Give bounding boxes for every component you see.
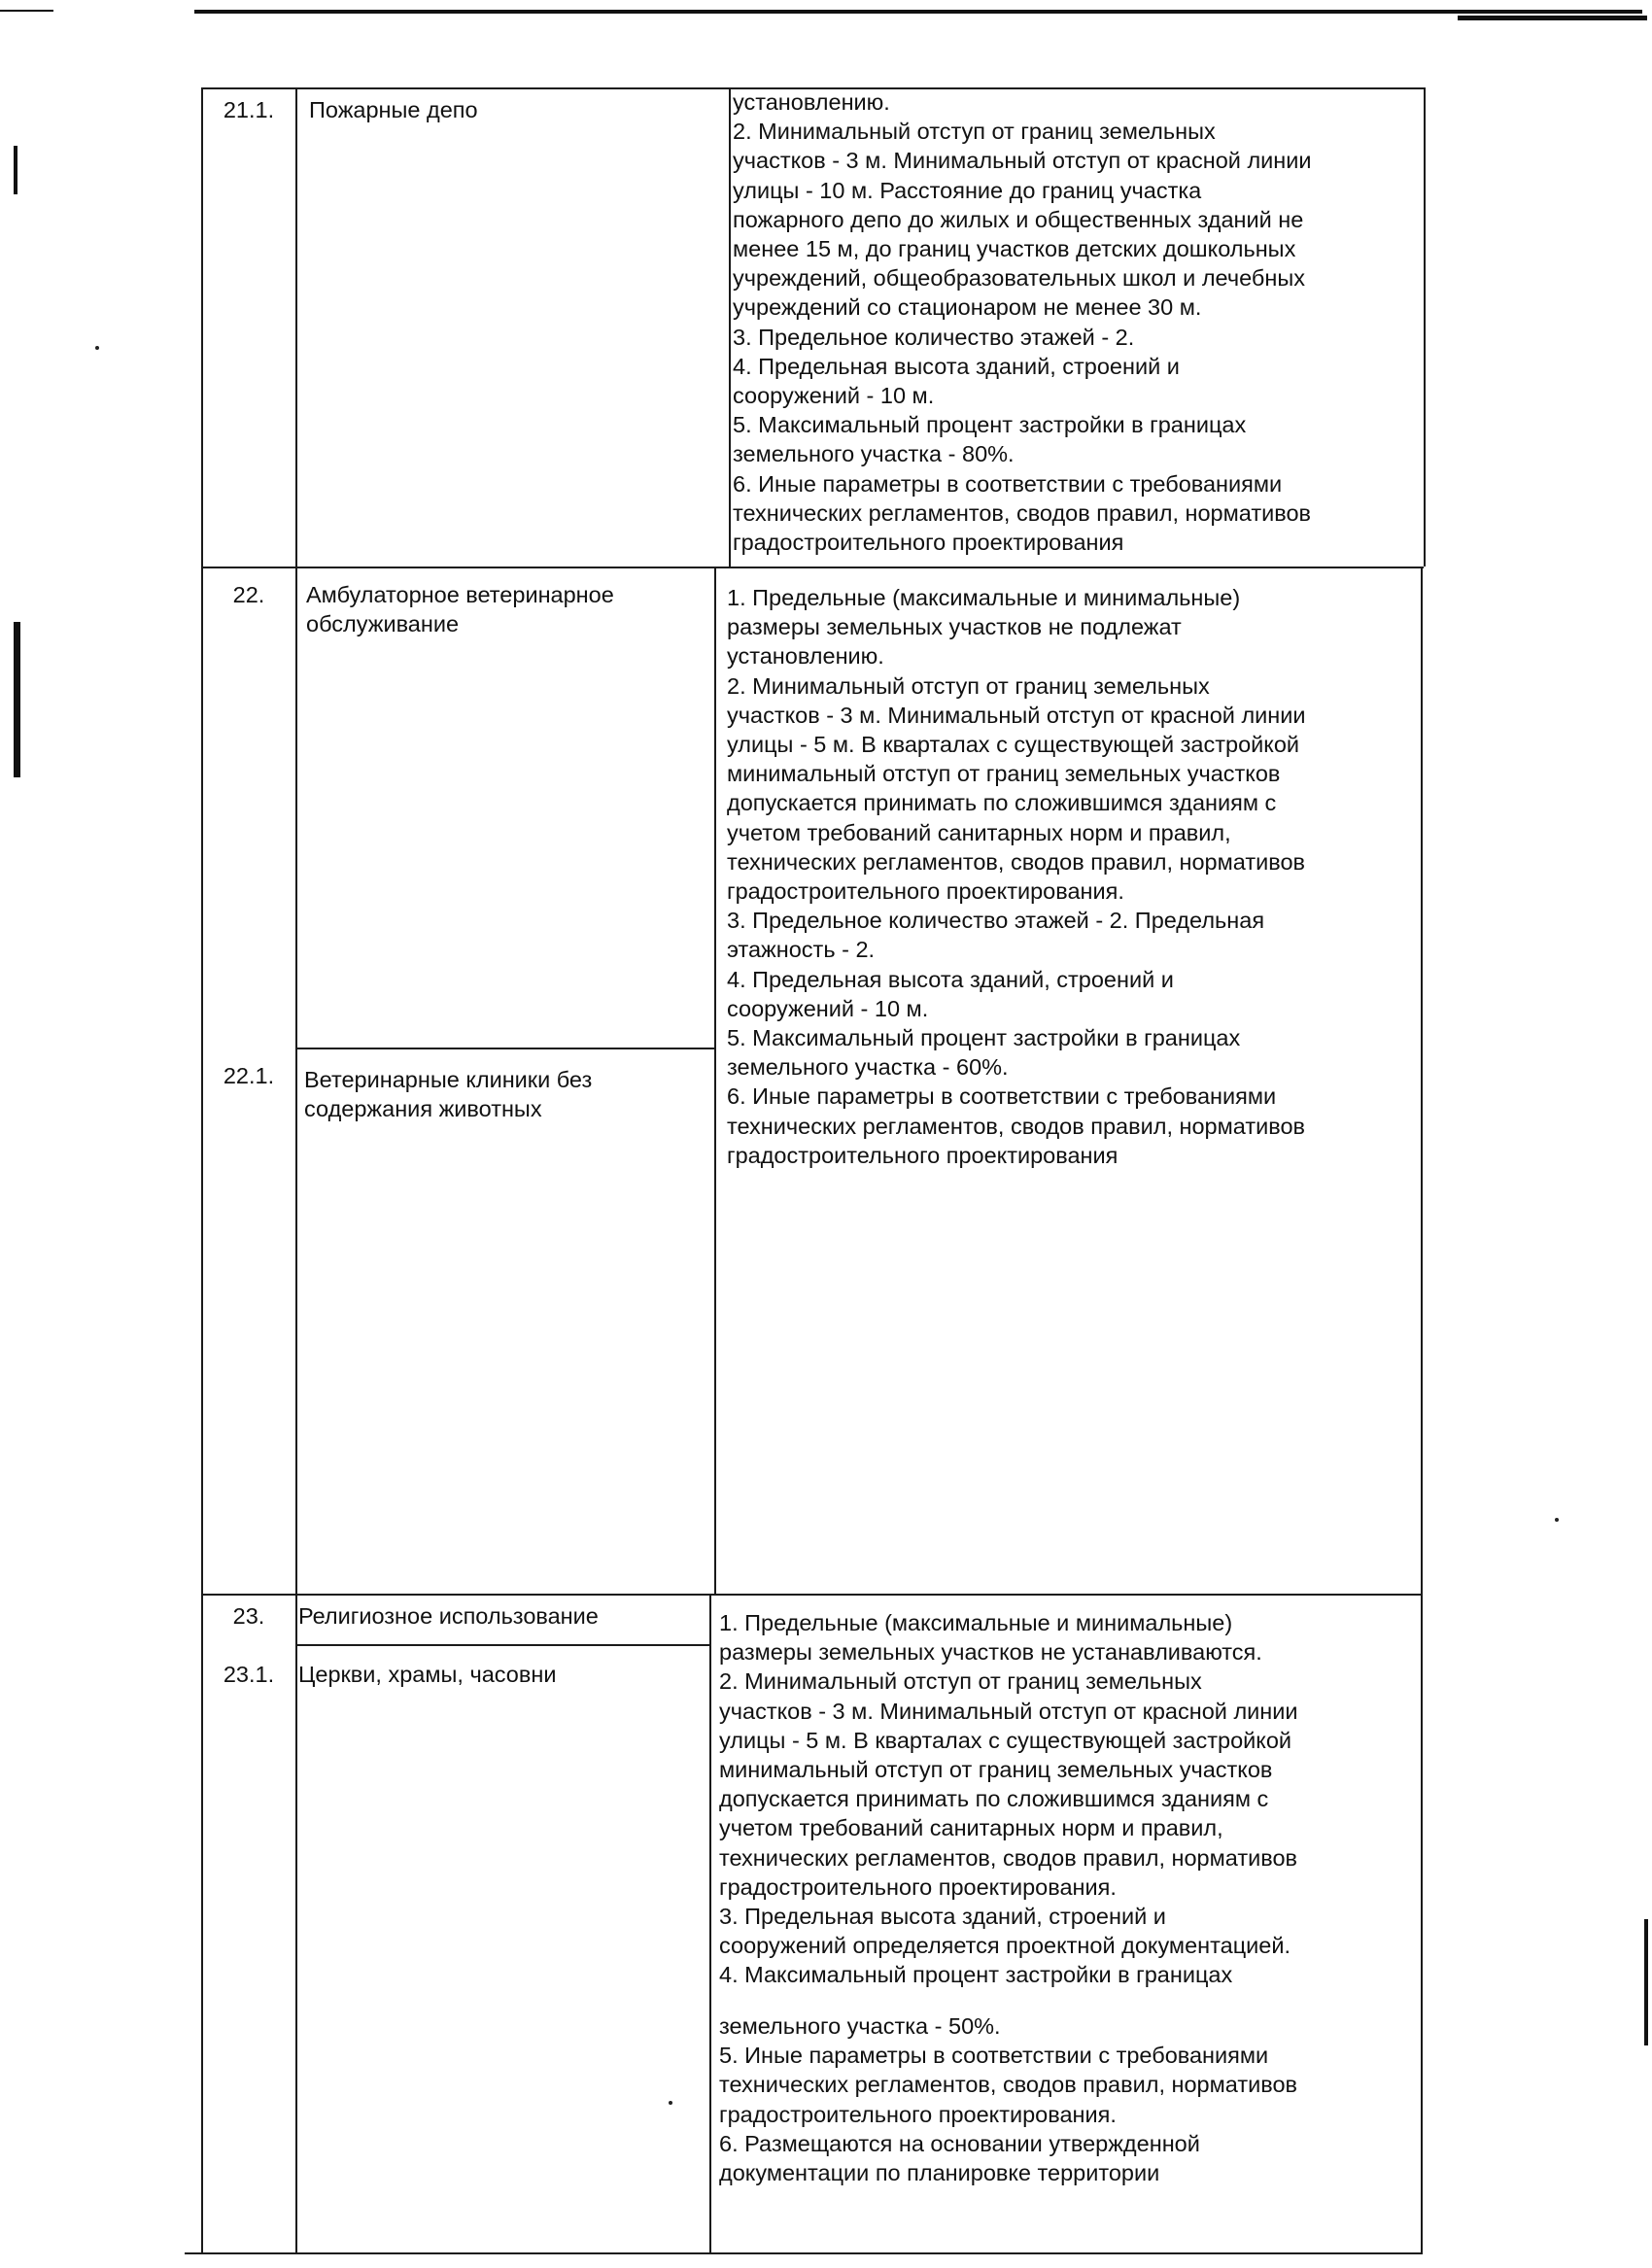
table-row-divider xyxy=(296,1644,711,1646)
row-parameters-continued: земельного участка - 50%. 5. Иные параметры в соответствии с требованиями технических регламентов, сводов правил, нормативов градостроительного проектирования. 6. Размещаются на основании утвержденной документации по планировке территории xyxy=(719,2013,1298,2186)
row-name: Религиозное использование xyxy=(298,1603,599,1629)
row-number: 23.1. xyxy=(223,1662,275,1687)
scan-speck xyxy=(669,2101,672,2105)
row-parameters: установлению. 2. Минимальный отступ от границ земельных участков - 3 м. Минимальный отступ от красной линии улицы - 10 м. Расстояние до границ участка пожарного депо до жилых и общественных зданий не менее 15 м, до границ участков детских дошкольных учреждений, общеобразовательных школ и лечебных учреждений со стационаром не менее 30 м. 3. Предельное количество этажей - 2. 4. Предельная высота зданий, строений и сооружений - 10 м. 5. Максимальный процент застройки в границах земельного участка - 80%. 6. Иные параметры в соответствии с требованиями технических регламентов, сводов правил, нормативов градостроительного проектирования xyxy=(733,89,1312,556)
row-name: Церкви, храмы, часовни xyxy=(298,1662,557,1687)
scan-top-rule xyxy=(194,10,1642,14)
row-parameters: 1. Предельные (максимальные и минимальные) размеры земельных участков не подлежат установлению. 2. Минимальный отступ от границ земельных участков - 3 м. Минимальный отступ от красной линии улицы - 5 м. В кварталах с существующей застройкой минимальный отступ от границ земельных участков допускается принимать по сложившимся зданиям с учетом требований санитарных норм и правил, технических регламентов, сводов правил, нормативов градостроительного проектирования. 3. Предельное количество этажей - 2. Предельная этажность - 2. 4. Предельная высота зданий, строений и сооружений - 10 м. 5. Максимальный процент застройки в границах земельного участка - 60%. 6. Иные параметры в соответствии с требованиями технических регламентов, сводов правил, нормативов градостроительного проектирования xyxy=(727,585,1306,1168)
table-left-border xyxy=(201,87,203,2252)
table-col-divider-1 xyxy=(295,87,297,2252)
table-col-divider-2 xyxy=(709,1594,711,2252)
scan-edge-mark xyxy=(1644,1919,1648,2045)
row-number: 23. xyxy=(232,1603,265,1629)
row-number: 21.1. xyxy=(223,97,275,122)
scan-speck xyxy=(1555,1518,1559,1522)
row-number: 22. xyxy=(232,582,265,607)
table-row-divider xyxy=(296,1048,716,1049)
scan-edge-mark xyxy=(14,622,20,777)
row-number: 22.1. xyxy=(223,1063,275,1088)
scan-left-rule xyxy=(0,10,53,12)
table-row-divider xyxy=(201,1594,1423,1596)
table-col-divider-2 xyxy=(729,87,731,567)
table-row-divider xyxy=(201,567,1424,568)
table-right-border xyxy=(1424,87,1426,567)
row-name: Пожарные депо xyxy=(309,97,478,122)
scan-top-rule-right xyxy=(1458,16,1647,20)
table-col-divider-2 xyxy=(714,567,716,1594)
table-bottom-border xyxy=(185,2252,1423,2254)
table-right-border xyxy=(1421,567,1423,2252)
scan-edge-mark xyxy=(14,146,17,194)
row-name: Ветеринарные клиники без содержания животных xyxy=(304,1067,593,1122)
scan-speck xyxy=(95,346,99,350)
row-parameters: 1. Предельные (максимальные и минимальные) размеры земельных участков не устанавливаются. 2. Минимальный отступ от границ земельных участков - 3 м. Минимальный отступ от красной линии улицы - 5 м. В кварталах с существующей застройкой минимальный отступ от границ земельных участков допускается принимать по сложившимся зданиям с учетом требований санитарных норм и правил, технических регламентов, сводов правил, нормативов градостроительного проектирования. 3. Предельная высота зданий, строений и сооружений определяется проектной документацией. 4. Максимальный процент застройки в границах xyxy=(719,1610,1298,1988)
row-name: Амбулаторное ветеринарное обслуживание xyxy=(306,582,614,637)
